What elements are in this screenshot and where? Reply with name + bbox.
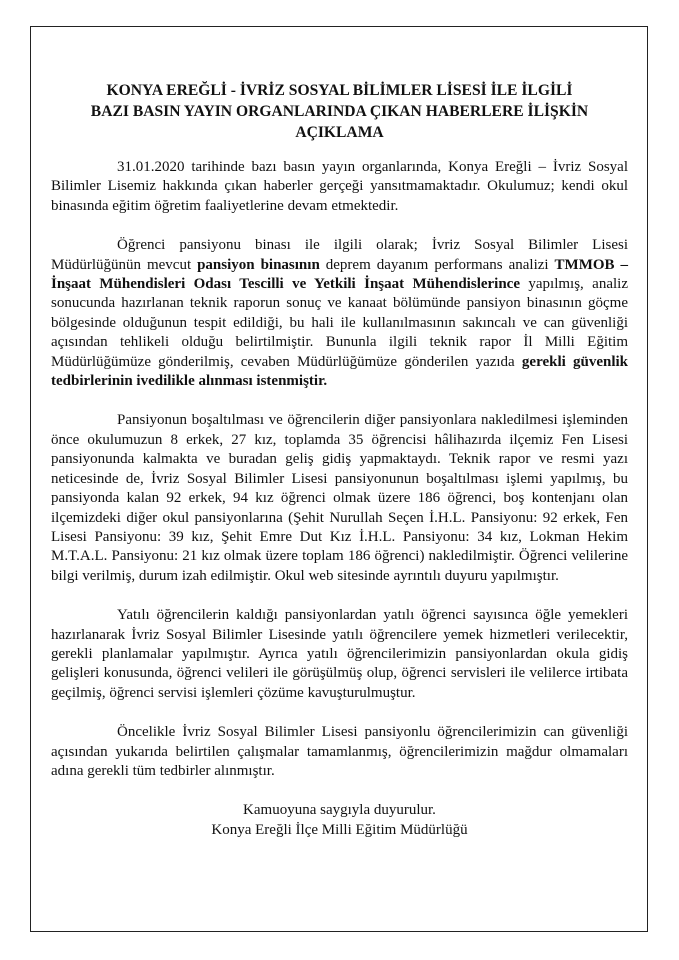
- title-line: BAZI BASIN YAYIN ORGANLARINDA ÇIKAN HABERLERE İLİŞKİN: [90, 103, 589, 120]
- body-paragraph: [51, 411, 628, 586]
- title-line: AÇIKLAMA: [295, 124, 384, 141]
- paragraph-text: Pansiyonun boşaltılması ve öğrencilerin diğer pansiyonlara nakledilmesi işleminden önce okulumuzun 8 erkek, 27 kız, toplamda 35 öğrencisi hâlihazırda ilçemiz Fen Lisesi pansiyonunda kalmakta ve buradan geliş gidiş yapmaktaydı. Teknik rapor ve resmi yazı neticesinde de, İvriz Sosyal Bilimler Lisesi pansiyonunun boşaltılması işlemi yapılmış, bu pansiyonda kalan 92 erkek, 94 kız öğrenci olmak üzere 186 öğrenci, boş kontenjanı olan ilçemizdeki diğer okul pansiyonlarına (Şehit Nurullah Seçen İ.H.L. Pansiyonu: 92 erkek, Fen Lisesi Pansiyonu: 39 kız, Şehit Emre Dut Kız İ.H.L. Pansiyonu: 34 kız, Lokman Hekim M.T.A.L. Pansiyonu: 21 kız olmak üzere toplam 186 öğrenci) nakledilmiştir. Öğrenci velilerine bilgi verilmiş, durum izah edilmiştir. Okul web sitesinde ayrıntılı duyuru yapılmıştır.: [51, 412, 628, 584]
- body-paragraph: [51, 158, 628, 216]
- bold-text: pansiyon binasının: [197, 256, 320, 273]
- body-paragraph: [51, 606, 628, 703]
- paragraph-text: yapılmış, analiz sonucunda hazırlanan teknik raporun sonuç ve kanaat bölümünde pansiyon binasının göçme bölgesinde olduğunun tespit edildiği, bu hali ile kullanılmasının sakıncalı ve can güvenliği açısından tehlikeli olduğu belirtilmiştir. Bununla ilgili teknik rapor İl Milli Eğitim Müdürlüğümüze gönderilmiş, cevaben Müdürlüğümüze gönderilen yazıda: [51, 276, 628, 370]
- closing-line: Kamuoyuna saygıyla duyurulur.: [243, 802, 436, 819]
- body-paragraph: [51, 723, 628, 781]
- paragraph-text: deprem dayanım performans analizi: [319, 256, 555, 273]
- bold-text: gerekli güvenlik tedbirlerinin ivedilikle alınması istenmiştir.: [51, 353, 628, 390]
- document-body: [51, 80, 628, 840]
- signature-line: Konya Ereğli İlçe Milli Eğitim Müdürlüğü: [211, 821, 468, 838]
- bold-text: TMMOB – İnşaat Mühendisleri Odası Tescilli ve Yetkili İnşaat Mühendislerince: [51, 256, 628, 293]
- title-line: KONYA EREĞLİ - İVRİZ SOSYAL BİLİMLER LİSESİ İLE İLGİLİ: [106, 82, 573, 99]
- paragraph-text: 31.01.2020 tarihinde bazı basın yayın organlarında, Konya Ereğli – İvriz Sosyal Bilimler Lisemiz hakkında çıkan haberler gerçeği yansıtmamaktadır. Okulumuz; kendi okul binasında eğitim öğretim faaliyetlerine devam etmektedir.: [51, 159, 628, 214]
- body-paragraph: [51, 236, 628, 391]
- document-title: [51, 80, 628, 143]
- paragraph-text: Yatılı öğrencilerin kaldığı pansiyonlardan yatılı öğrenci sayısınca öğle yemekleri hazırlanarak İvriz Sosyal Bilimler Lisesinde yatılı öğrencilere yemek hizmetleri verilecektir, gerekli planlamalar yapılmıştır. Ayrıca yatılı öğrencilerimizin pansiyonlardan okula gidiş gelişleri konusunda, öğrenci velileri ile görüşülmüş olup, öğrenci servisleri ile velilerce irtibata geçilmiş, öğrenci servisi işlemleri çözüme kavuşturulmuştur.: [51, 607, 628, 701]
- paragraph-text: Öncelikle İvriz Sosyal Bilimler Lisesi pansiyonlu öğrencilerimizin can güvenliği açısından yukarıda belirtilen çalışmalar tamamlanmış, öğrencilerimizin mağdur olmamaları adına gerekli tüm tedbirler alınmıştır.: [51, 724, 628, 779]
- paragraph-text: Öğrenci pansiyonu binası ile ilgili olarak; İvriz Sosyal Bilimler Lisesi Müdürlüğünün mevcut: [51, 237, 628, 273]
- paragraph-list: [51, 158, 628, 781]
